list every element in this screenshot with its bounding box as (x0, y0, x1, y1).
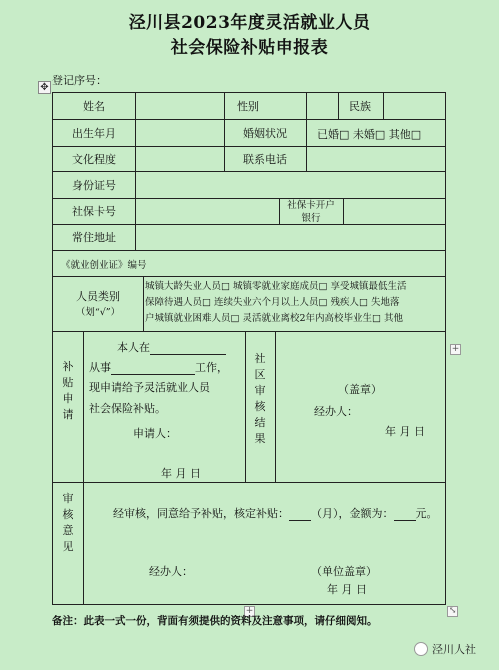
approved-months-blank[interactable] (289, 520, 311, 521)
approval-seal-label: （单位盖章） (311, 565, 377, 578)
birth-label: 出生年月 (72, 127, 116, 140)
category-label-line2: （划“√”） (75, 307, 121, 318)
add-column-handle-icon[interactable]: + (451, 344, 460, 354)
watermark (414, 640, 476, 658)
marital-status-options[interactable]: 已婚□ 未婚□ 其他□ (317, 128, 422, 141)
category-label-line1: 人员类别 (76, 290, 120, 303)
ethnicity-label: 民族 (349, 100, 371, 113)
application-form-table (52, 92, 446, 605)
resize-table-handle-icon[interactable]: ⤡ (448, 606, 457, 616)
approval-side-label: 审核意见 (62, 492, 74, 553)
applicant-label: 申请人： (133, 427, 177, 440)
community-handler-label: 经办人： (314, 405, 358, 418)
add-row-handle-icon[interactable]: + (245, 606, 254, 616)
gender-label: 性别 (237, 100, 259, 113)
registration-number-label: 登记序号： (52, 74, 107, 87)
employer-blank[interactable] (150, 354, 226, 355)
table-move-handle-icon[interactable]: ✥ (38, 81, 51, 94)
community-seal-label: （盖章） (338, 383, 382, 396)
approval-handler-label: 经办人： (149, 565, 193, 578)
category-options-line2[interactable]: 保障待遇人员□ 连续失业六个月以上人员□ 残疾人□ 失地落 (145, 297, 400, 308)
approved-amount-blank[interactable] (394, 520, 416, 521)
watermark-text: 泾川人社 (432, 643, 476, 656)
category-options-line3[interactable]: 户城镇就业困难人员□ 灵活就业离校2年内高校毕业生□ 其他 (145, 313, 404, 324)
occupation-line: 从事 工作， (89, 361, 228, 374)
footnote: 备注：此表一式一份，背面有须提供的资料及注意事项，请仔细阅知。 (52, 615, 378, 627)
name-label: 姓名 (83, 100, 105, 113)
social-security-bank-label-line2: 银行 (301, 213, 321, 224)
community-review-side-label: 社区审核结果 (254, 352, 266, 445)
approval-date: 年 月 日 (327, 583, 367, 596)
occupation-blank[interactable] (111, 374, 195, 375)
subsidy-request-line: 现申请给予灵活就业人员 (89, 381, 210, 394)
id-number-label: 身份证号 (72, 179, 116, 192)
address-label: 常住地址 (72, 231, 116, 244)
marital-status-label: 婚姻状况 (243, 127, 287, 140)
category-options-line1[interactable]: 城镇大龄失业人员□ 城镇零就业家庭成员□ 享受城镇最低生活 (145, 281, 407, 292)
subsidy-request-line2: 社会保险补贴。 (89, 402, 166, 415)
community-review-date: 年 月 日 (385, 425, 425, 438)
phone-label: 联系电话 (243, 153, 287, 166)
application-date: 年 月 日 (161, 467, 201, 480)
employer-line: 本人在 (117, 339, 226, 355)
form-title-line2: 社会保险补贴申报表 (170, 38, 329, 58)
approval-text: 经审核，同意给予补贴，核定补贴： （月），金额为： 元。 (113, 507, 438, 520)
social-security-card-label: 社保卡号 (72, 205, 116, 218)
employment-certificate-label: 《就业创业证》编号 (61, 260, 147, 271)
subsidy-application-side-label: 补贴申请 (62, 360, 74, 421)
social-security-bank-label-line1: 社保卡开户 (287, 200, 335, 211)
form-title-line1: 泾川县2023年度灵活就业人员 (128, 13, 371, 33)
education-label: 文化程度 (72, 153, 116, 166)
wechat-account-icon (414, 642, 428, 656)
